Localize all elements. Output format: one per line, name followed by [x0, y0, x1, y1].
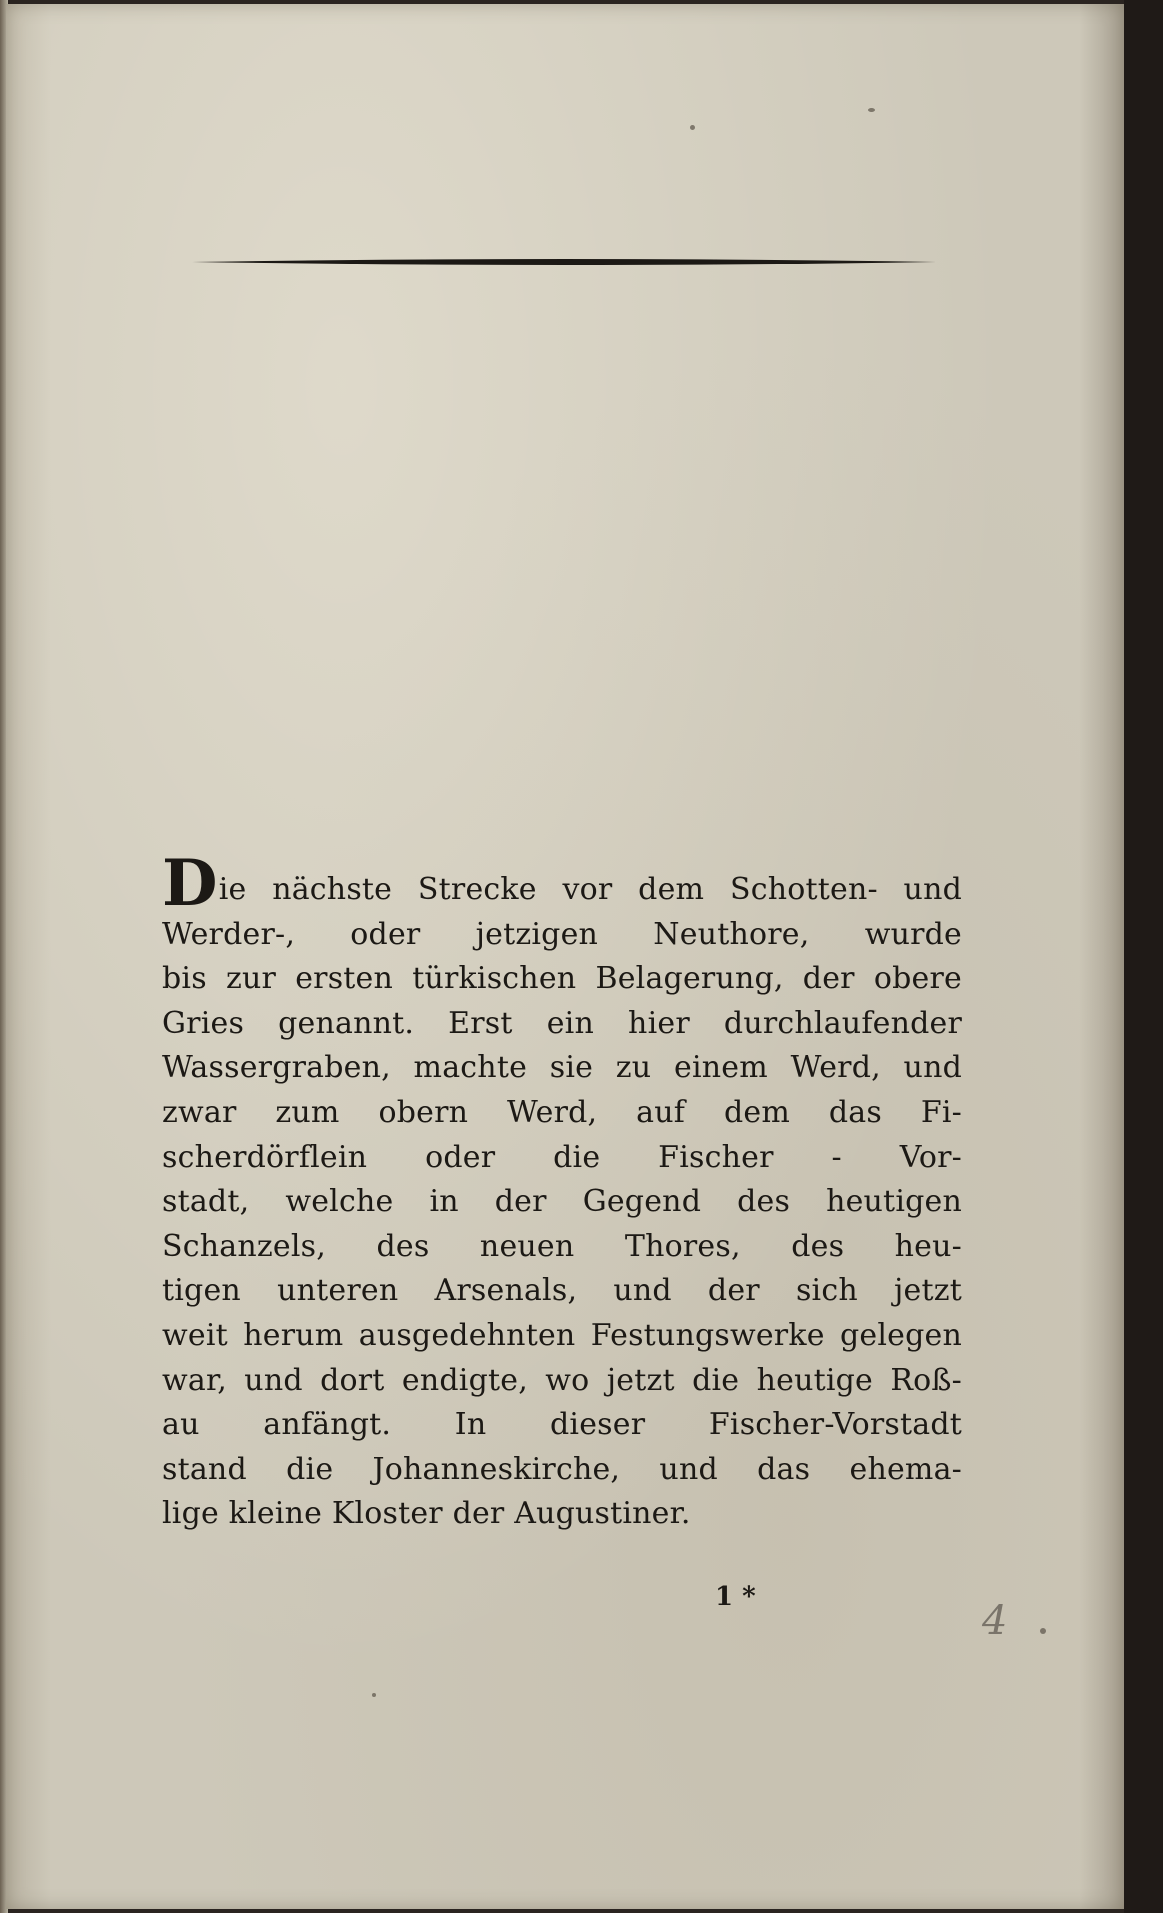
text-line-15: lige kleine Kloster der Augustiner. [162, 1496, 691, 1532]
text-line [162, 846, 962, 921]
margin-pencil-note: 4 [982, 1598, 1008, 1644]
text-line-4: Gries genannt. Erst ein hier durchlaufender [162, 1005, 962, 1041]
text-line-13: au anfängt. In dieser Fischer-Vorstadt [162, 1407, 962, 1443]
book-cover-edge [1124, 0, 1163, 1913]
paper-speck [868, 108, 875, 112]
drop-cap-initial: D [162, 846, 218, 921]
text-line-2: Werder-, oder jetzigen Neuthore, wurde [162, 916, 962, 952]
text-line-3: bis zur ersten türkischen Belagerung, der obere [162, 961, 962, 997]
text-line-11: weit herum ausgedehnten Festungswerke gelegen [162, 1317, 962, 1353]
paper-speck [372, 1693, 376, 1697]
paper-speck [1040, 1628, 1046, 1634]
text-line-9: Schanzels, des neuen Thores, des heu- [162, 1228, 962, 1264]
page-number: 1 * [715, 1582, 756, 1612]
text-line-5: Wassergraben, machte sie zu einem Werd, und [162, 1050, 962, 1086]
text-line-6: zwar zum obern Werd, auf dem das Fi- [162, 1094, 962, 1130]
text-line-7: scherdörflein oder die Fischer - Vor- [162, 1139, 962, 1175]
text-line-12: war, und dort endigte, wo jetzt die heutige Roß- [162, 1362, 962, 1398]
text-line-14: stand die Johanneskirche, und das ehema- [162, 1451, 962, 1487]
text-line-10: tigen unteren Arsenals, und der sich jetzt [162, 1273, 962, 1309]
decorative-rule [192, 258, 936, 266]
paper-speck [690, 125, 695, 130]
text-line-8: stadt, welche in der Gegend des heutigen [162, 1184, 962, 1220]
text-line-1: ie nächste Strecke vor dem Schotten- und [218, 872, 962, 907]
body-text [162, 846, 962, 1537]
